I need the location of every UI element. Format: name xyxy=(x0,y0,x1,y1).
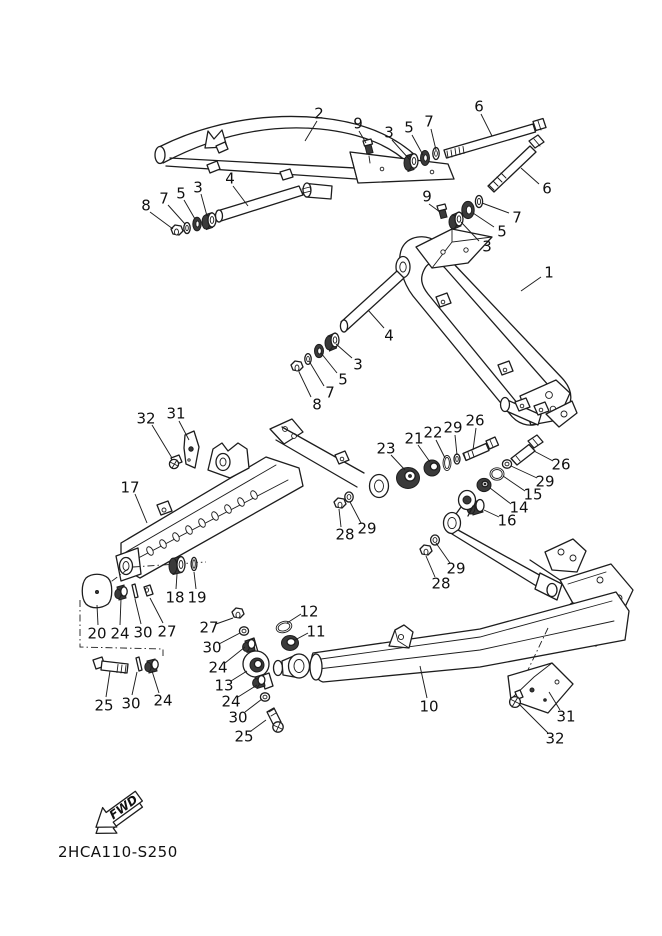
leader-line-15 xyxy=(503,476,525,491)
callout-21: 21 xyxy=(404,429,424,448)
fwd-arrow-label: FWD xyxy=(106,792,141,823)
leader-line-24 xyxy=(238,685,257,697)
callout-3: 3 xyxy=(482,237,492,256)
callout-24: 24 xyxy=(208,658,228,677)
leader-line-29 xyxy=(511,466,537,478)
callout-7: 7 xyxy=(512,208,522,227)
callout-5: 5 xyxy=(338,370,348,389)
callout-14: 14 xyxy=(509,498,529,517)
callout-17: 17 xyxy=(120,478,140,497)
leader-line-8 xyxy=(299,372,311,397)
callout-4: 4 xyxy=(384,326,394,345)
leader-line-8 xyxy=(150,212,173,229)
leader-line-1 xyxy=(521,277,541,291)
callout-20: 20 xyxy=(87,624,107,643)
callout-7: 7 xyxy=(424,112,434,131)
leader-line-5 xyxy=(473,213,494,227)
part-rod-upper xyxy=(216,186,312,222)
callout-2: 2 xyxy=(314,104,324,123)
callout-5: 5 xyxy=(176,184,186,203)
callout-13: 13 xyxy=(214,676,234,695)
callout-29: 29 xyxy=(446,559,466,578)
leader-line-7 xyxy=(168,205,185,224)
callout-30: 30 xyxy=(202,638,222,657)
callout-24: 24 xyxy=(110,624,130,643)
callout-1: 1 xyxy=(544,263,554,282)
callout-25: 25 xyxy=(234,727,254,746)
callout-28: 28 xyxy=(431,574,451,593)
leader-line-24 xyxy=(225,647,245,663)
callout-24: 24 xyxy=(221,692,241,711)
leader-line-7 xyxy=(482,203,509,213)
fwd-arrow xyxy=(86,786,149,843)
callout-32: 32 xyxy=(136,409,156,428)
leader-line-31 xyxy=(179,421,189,440)
callout-30: 30 xyxy=(133,623,153,642)
leader-line-6 xyxy=(521,168,539,184)
callout-24: 24 xyxy=(153,691,173,710)
leader-line-25 xyxy=(106,671,110,697)
leader-line-21 xyxy=(418,445,430,462)
leader-line-26 xyxy=(534,451,553,461)
callout-3: 3 xyxy=(353,355,363,374)
callout-16: 16 xyxy=(497,511,517,530)
callout-6: 6 xyxy=(542,179,552,198)
callout-31: 31 xyxy=(556,707,576,726)
callout-8: 8 xyxy=(312,395,322,414)
leader-line-19 xyxy=(194,572,196,589)
callout-7: 7 xyxy=(159,189,169,208)
callout-8: 8 xyxy=(141,196,151,215)
leader-line-28 xyxy=(339,509,341,527)
part-frame-arm-1 xyxy=(396,229,577,427)
drawing-code: 2HCA110-S250 xyxy=(58,843,178,861)
callout-19: 19 xyxy=(187,588,207,607)
leader-line-18 xyxy=(176,574,177,589)
callout-3: 3 xyxy=(193,178,203,197)
leader-line-3 xyxy=(336,344,352,358)
part-arm-10 xyxy=(274,592,630,682)
callout-27: 27 xyxy=(157,622,177,641)
part-oring-12-cap-11 xyxy=(275,619,299,650)
leader-line-5 xyxy=(321,353,337,373)
leader-line-14 xyxy=(490,488,511,504)
leader-line-6 xyxy=(481,114,492,136)
callout-29: 29 xyxy=(357,519,377,538)
leader-line-5 xyxy=(412,135,423,155)
callout-27: 27 xyxy=(199,618,219,637)
leader-line-24 xyxy=(152,671,159,693)
leader-line-27 xyxy=(216,618,233,624)
leader-line-30 xyxy=(245,699,262,712)
leader-line-24 xyxy=(120,599,121,625)
hardware-frame-pivot xyxy=(437,196,483,230)
leader-line-4 xyxy=(368,310,384,328)
callout-18: 18 xyxy=(165,588,185,607)
leader-line-29 xyxy=(455,435,457,455)
leader-line-30 xyxy=(132,672,137,695)
callout-30: 30 xyxy=(228,708,248,727)
leader-line-32 xyxy=(152,425,172,458)
callout-26: 26 xyxy=(465,411,485,430)
leader-line-2 xyxy=(305,121,317,141)
callout-23: 23 xyxy=(376,439,396,458)
leader-line-17 xyxy=(135,494,147,523)
callout-30: 30 xyxy=(121,694,141,713)
part-cup-18-ring-19 xyxy=(169,557,197,575)
leader-line-22 xyxy=(436,440,445,458)
part-plate-31-top xyxy=(169,431,199,469)
callout-25: 25 xyxy=(94,696,114,715)
leader-line-7 xyxy=(431,129,436,150)
callout-29: 29 xyxy=(535,472,555,491)
callout-3: 3 xyxy=(384,123,394,142)
leader-line-30 xyxy=(219,633,240,644)
part-rod-lower-hardware xyxy=(291,271,404,371)
leader-line-3 xyxy=(201,194,207,216)
callout-6: 6 xyxy=(474,97,484,116)
callout-26: 26 xyxy=(551,455,571,474)
leader-line-26 xyxy=(473,428,476,450)
hardware-28-29-pairs xyxy=(334,492,439,555)
leader-line-7 xyxy=(309,361,324,386)
callout-9: 9 xyxy=(422,187,432,206)
callout-12: 12 xyxy=(299,602,319,621)
callout-5: 5 xyxy=(497,222,507,241)
callout-7: 7 xyxy=(325,383,335,402)
part-cushion-20-cluster xyxy=(80,562,206,674)
leader-line-27 xyxy=(150,598,163,623)
leader-line-4 xyxy=(233,186,248,206)
leader-line-5 xyxy=(184,200,195,219)
leader-line-30 xyxy=(135,599,141,624)
callout-15: 15 xyxy=(523,485,543,504)
callout-28: 28 xyxy=(335,525,355,544)
callout-9: 9 xyxy=(353,114,363,133)
callout-5: 5 xyxy=(404,118,414,137)
callout-29: 29 xyxy=(443,418,463,437)
part-link-rod xyxy=(444,491,563,601)
callout-4: 4 xyxy=(225,169,235,188)
callout-11: 11 xyxy=(306,622,326,641)
callout-10: 10 xyxy=(419,697,439,716)
callout-31: 31 xyxy=(166,404,186,423)
callout-32: 32 xyxy=(545,729,565,748)
callout-22: 22 xyxy=(423,423,443,442)
